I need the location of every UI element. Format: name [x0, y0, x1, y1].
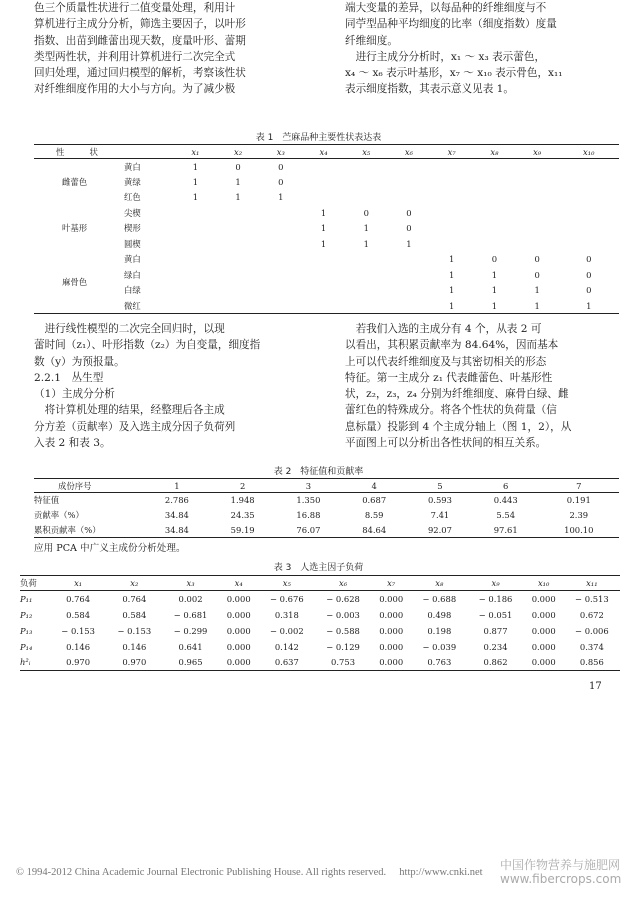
table-cell [217, 252, 260, 268]
table-cell [388, 283, 431, 299]
table-cell: 1 [558, 298, 619, 314]
table-cell: 1 [516, 298, 559, 314]
table-cell: 2 [210, 479, 276, 493]
paragraph-line: x₄ ～ x₆ 表示叶基形，x₇ ～ x₁₀ 表示骨色，x₁₁ [345, 67, 563, 80]
table-cell: 1 [192, 192, 199, 203]
table-cell: 0.374 [579, 641, 604, 652]
table-cell [259, 283, 302, 299]
table-cell [302, 252, 345, 268]
table-cell: 1 [320, 223, 327, 234]
table-row [34, 159, 619, 175]
table-cell: x₁₀ [558, 145, 619, 159]
table-cell: P₁₄ [20, 641, 33, 652]
table-cell: 0 [259, 159, 302, 175]
table-cell: x₄ [302, 145, 345, 159]
table-cell: 0.198 [427, 625, 452, 636]
table-cell: 1 [449, 254, 455, 265]
table-cell: x₉ [516, 145, 559, 159]
table-cell: 7.41 [430, 510, 450, 520]
paragraph-line: 将计算机处理的结果，经整理后各主成 [34, 404, 225, 417]
paragraph-line: 纤维细度。 [345, 34, 398, 47]
table-cell: 0 [534, 254, 540, 265]
table-cell [388, 174, 431, 190]
table-cell: 0.443 [473, 493, 539, 508]
table-cell [345, 174, 388, 190]
table-cell: 1 [363, 238, 369, 249]
table3 [20, 575, 620, 671]
table-cell [516, 174, 559, 190]
table-cell: 0.000 [371, 591, 411, 607]
table-cell: 微红 [104, 298, 174, 314]
table-row [20, 655, 620, 671]
table-cell: x₂ [217, 145, 260, 159]
paragraph-line: 状，z₂，z₃，z₄ 分别为纤维细度、麻骨白绿、雌 [345, 388, 569, 401]
table-cell: 84.64 [341, 523, 407, 538]
table-cell: 叶基形 [62, 223, 88, 234]
table-row [34, 493, 619, 508]
table-cell [217, 267, 260, 283]
table-cell: 92.07 [407, 523, 473, 538]
table-cell [430, 190, 473, 206]
table-row [34, 508, 619, 523]
table-cell [174, 221, 217, 237]
paragraph-line: 特征。第一主成分 z₁ 代表雌蕾色、叶基形性 [345, 371, 553, 384]
table-cell: 0.000 [219, 655, 259, 671]
table-cell: 1 [320, 238, 327, 249]
table-cell: x₇ [430, 145, 473, 159]
table-cell: 97.61 [473, 523, 539, 538]
watermark-line: 中国作物营养与施肥网 [500, 858, 621, 872]
table-cell: 1.948 [210, 493, 276, 508]
table-cell: − 0.588 [326, 625, 360, 636]
table-row [34, 221, 619, 237]
table-cell: 8.59 [364, 510, 384, 520]
table-cell [259, 298, 302, 314]
table-cell: 0.000 [226, 625, 251, 636]
table-cell: 0.763 [411, 655, 467, 671]
table-cell [558, 159, 619, 175]
table-cell: 1 [430, 298, 473, 314]
table-cell: 0.593 [407, 493, 473, 508]
table-cell: − 0.186 [467, 591, 523, 607]
table-cell [345, 159, 388, 175]
table-cell: 0.000 [226, 641, 251, 652]
top-left-column [34, 0, 264, 98]
table-cell: 0.000 [219, 591, 259, 607]
table-cell: 0.970 [106, 655, 162, 671]
table-cell: − 0.002 [270, 625, 304, 636]
table-cell: 59.19 [210, 523, 276, 538]
table-cell: 6 [473, 479, 539, 493]
paragraph-line: 算机进行主成分分析，筛选主要因子，以叶形 [34, 18, 246, 31]
paragraph-line: 若我们入选的主成分有 4 个，从表 2 可 [345, 323, 542, 335]
table-cell: x₈ [473, 145, 516, 159]
table-row [20, 623, 620, 639]
table-cell: 0.318 [274, 609, 299, 620]
table-cell: 0 [217, 159, 260, 175]
table-cell: 0.000 [379, 641, 404, 652]
table-cell [516, 159, 559, 175]
table-cell: − 0.153 [117, 625, 152, 636]
table-cell [345, 267, 388, 283]
paragraph-line: 上可以代表纤维细度及与其密切相关的形态 [345, 355, 547, 368]
table-cell: 麻骨色 [34, 252, 104, 314]
table-cell [174, 267, 217, 283]
table-cell [259, 205, 302, 221]
paragraph-line: 色三个质量性状进行二值变量处理，利用计 [34, 2, 236, 14]
table-cell [345, 298, 388, 314]
table-cell: 0.191 [539, 493, 619, 508]
table-cell: P₁₁ [20, 591, 50, 607]
table-cell [217, 205, 260, 221]
table-row [34, 523, 619, 538]
table-cell [516, 236, 559, 252]
table-cell: P₁₂ [20, 609, 33, 620]
table2-caption: 表 2 特征值和贡献率 [273, 467, 364, 477]
table-cell: 特征值 [34, 493, 144, 508]
table-cell [430, 174, 473, 190]
table-cell [388, 252, 431, 268]
table-cell [516, 221, 559, 237]
table-cell: 0.764 [50, 591, 106, 607]
table-cell: x₂ [106, 576, 162, 591]
table-cell: 34.84 [164, 510, 189, 520]
table-cell: 0.641 [178, 641, 203, 652]
table-cell: 0.672 [579, 609, 604, 620]
table-cell: x₃ [162, 576, 218, 591]
table-cell [217, 221, 260, 237]
table-cell: 5 [407, 479, 473, 493]
table-cell: 0.687 [341, 493, 407, 508]
paragraph-line: 以看出，其积累贡献率为 84.64%，因而基本 [345, 339, 559, 352]
table-cell: 0.965 [162, 655, 218, 671]
table-cell: 0.000 [531, 609, 556, 620]
table-header-row [34, 145, 619, 159]
table-cell [174, 283, 217, 299]
table-cell: 0 [363, 207, 369, 218]
table-cell: 1 [144, 479, 210, 493]
table-cell: 1.350 [276, 493, 342, 508]
table-cell: 0.584 [122, 609, 147, 620]
table-cell [302, 190, 345, 206]
paragraph-line: 平面图上可以分析出各性状间的相互关系。 [345, 437, 547, 450]
table-cell: x₉ [467, 576, 523, 591]
table-cell: 0.000 [531, 641, 556, 652]
table-cell [174, 205, 217, 221]
table-cell [430, 236, 473, 252]
table-cell: 0.764 [106, 591, 162, 607]
table-cell: 性 状 [34, 145, 174, 159]
table-cell: x₆ [315, 576, 371, 591]
table-cell: 0.000 [524, 591, 564, 607]
table-cell [302, 283, 345, 299]
table-row [34, 298, 619, 314]
table-cell: 1 [491, 285, 498, 296]
table-cell [259, 252, 302, 268]
table-cell: 负荷 [20, 576, 50, 591]
paragraph-line: 进行线性模型的二次完全回归时，以现 [34, 323, 225, 335]
table-cell [430, 205, 473, 221]
table-cell: 1 [406, 238, 412, 249]
table-cell: 0 [278, 176, 284, 187]
table-cell: 0.000 [379, 609, 404, 620]
paragraph-line: 入表 2 和表 3。 [34, 437, 111, 450]
table-cell [259, 236, 302, 252]
table-row [34, 283, 619, 299]
table-cell: 1 [534, 285, 540, 296]
table-cell [430, 159, 473, 175]
table-cell [558, 221, 619, 237]
table1-caption: 表 1 苎麻品种主要性状表达表 [255, 133, 382, 143]
table-cell [217, 283, 260, 299]
table-cell [217, 236, 260, 252]
table-cell [217, 298, 260, 314]
table-cell: 黄白 [124, 254, 141, 265]
table-cell: 0 [586, 269, 592, 280]
table-cell: − 0.681 [173, 609, 208, 620]
table-cell: 0.862 [467, 655, 523, 671]
table-cell: 2.39 [569, 510, 589, 520]
table-cell: 圆楔 [124, 238, 141, 249]
paragraph-line: 端大变量的差异，以每品种的纤维细度与不 [345, 2, 547, 14]
table-cell: x₄ [219, 576, 259, 591]
table-header-row [20, 576, 620, 591]
table-cell: 1 [320, 207, 327, 218]
table-cell [473, 221, 516, 237]
table-cell: 0 [586, 285, 592, 296]
table-cell: 0.877 [483, 625, 508, 636]
table-cell: 白绿 [124, 285, 141, 296]
table-cell: 1 [491, 269, 498, 280]
paragraph-line: 进行主成分分析时，x₁ ～ x₃ 表示蕾色， [345, 50, 546, 63]
table-cell: − 0.513 [564, 591, 620, 607]
table-cell: 0.142 [274, 641, 299, 652]
table-cell [558, 205, 619, 221]
table-cell [473, 190, 516, 206]
table-cell: x₁₁ [564, 576, 620, 591]
table-cell: − 0.003 [326, 609, 360, 620]
top-right-column [345, 0, 585, 98]
table-cell: 1 [449, 269, 455, 280]
table-cell: 0.000 [371, 655, 411, 671]
table-cell [259, 221, 302, 237]
table-cell: 2.786 [144, 493, 210, 508]
table-cell [430, 221, 473, 237]
paragraph-line: 蕾红色的特殊成分。将各个性状的负荷量（信 [345, 404, 557, 417]
paragraph-line: 类型两性状，并利用计算机进行二次完全式 [34, 50, 236, 63]
table-cell: 红色 [124, 192, 141, 203]
table-cell: 黄绿 [124, 176, 141, 187]
table-cell [259, 267, 302, 283]
table-cell: 0.146 [66, 641, 91, 652]
table-cell: x₅ [259, 576, 315, 591]
table-cell: − 0.051 [478, 609, 513, 620]
table-cell [345, 283, 388, 299]
paragraph-line: 分方差（贡献率）及入选主成分因子负荷列 [34, 420, 236, 433]
paragraph-line: 同苧型品种平均细度的比率（细度指数）度量 [345, 18, 557, 31]
table-cell: 0.000 [531, 625, 556, 636]
watermark [500, 858, 621, 886]
table-cell: x₁ [174, 145, 217, 159]
paragraph-line: 表示细度指数，其表示意义见表 1。 [345, 83, 515, 96]
table-cell: 0.000 [379, 625, 404, 636]
table-cell: 0.637 [259, 655, 315, 671]
table-cell [345, 252, 388, 268]
table-cell [473, 174, 516, 190]
table-cell: 1 [174, 159, 217, 175]
table-cell: 1 [235, 176, 241, 187]
table-cell [473, 159, 516, 175]
table-cell [558, 236, 619, 252]
page-number: 17 [589, 681, 602, 692]
table-cell: 24.35 [230, 510, 255, 520]
table-row [34, 236, 619, 252]
table-cell: 0.002 [162, 591, 218, 607]
table-row [34, 252, 619, 268]
table-cell [302, 267, 345, 283]
table-cell: 1 [235, 192, 241, 203]
table-cell: − 0.628 [315, 591, 371, 607]
table-cell: 0.753 [315, 655, 371, 671]
table-cell [473, 236, 516, 252]
table-cell: 0.146 [122, 641, 147, 652]
table-cell: 34.84 [144, 523, 210, 538]
table-cell: 0.000 [524, 655, 564, 671]
table-cell [388, 298, 431, 314]
table-cell [388, 190, 431, 206]
paragraph-line: 蕾时间（z₁）、叶形指数（z₂）为自变量，细度指 [34, 339, 261, 352]
table-cell: 0.234 [483, 641, 508, 652]
table-cell: 楔形 [124, 223, 141, 234]
table-row [20, 607, 620, 623]
table-cell: 0.584 [66, 609, 91, 620]
table-cell [473, 205, 516, 221]
table-cell: − 0.006 [575, 625, 609, 636]
table-cell: 1 [278, 192, 284, 203]
table-cell [388, 267, 431, 283]
table-cell: 累积贡献率（%） [34, 523, 144, 538]
table-cell: 1 [363, 223, 369, 234]
table-cell: 绿白 [124, 269, 141, 280]
table-cell: x₇ [371, 576, 411, 591]
copyright-footer: © 1994-2012 China Academic Journal Electronic Publishing House. All rights reserved. http://www.cnki.net [16, 867, 483, 878]
table-cell: − 0.153 [61, 625, 95, 636]
table-cell: 3 [276, 479, 342, 493]
table2-note: 应用 PCA 中广义主成份分析处理。 [34, 543, 186, 554]
table-cell [302, 298, 345, 314]
table-cell [516, 190, 559, 206]
table-cell [516, 205, 559, 221]
table-row [34, 174, 619, 190]
table-cell: 100.10 [539, 523, 619, 538]
table-cell: h²ᵢ [20, 655, 50, 671]
table-cell: x₁₀ [524, 576, 564, 591]
table2 [34, 478, 619, 538]
table1 [34, 144, 619, 314]
table-cell [388, 159, 431, 175]
paragraph-line: 对纤维细度作用的大小与方向。为了减少极 [34, 83, 236, 96]
table-cell: 5.54 [496, 510, 516, 520]
table-cell: 1 [449, 285, 455, 296]
table-header-row [34, 479, 619, 493]
table-cell [345, 190, 388, 206]
table-cell: x₆ [388, 145, 431, 159]
table-cell: 16.88 [296, 510, 321, 520]
table-cell: x₅ [345, 145, 388, 159]
table-cell: 0.856 [564, 655, 620, 671]
table-cell [174, 298, 217, 314]
table-cell [558, 174, 619, 190]
table-cell: 7 [539, 479, 619, 493]
table-cell: 贡献率（%） [34, 510, 84, 520]
watermark-line: www.fibercrops.com [500, 872, 622, 886]
table-cell: 1 [473, 298, 516, 314]
table-cell: 1 [192, 176, 199, 187]
table-cell [302, 174, 345, 190]
table-cell: 0 [406, 223, 412, 234]
section-heading: 2.2.1 丛生型 [34, 371, 104, 384]
table-row [20, 639, 620, 655]
table-cell: x₈ [411, 576, 467, 591]
table-cell: 黄白 [104, 159, 174, 175]
paragraph-line: 数（y）为预报量。 [34, 355, 125, 368]
table-row [34, 267, 619, 283]
table-cell: x₁ [50, 576, 106, 591]
table-cell [174, 236, 217, 252]
table-cell: 雌蕾色 [34, 159, 104, 206]
table-cell: 4 [341, 479, 407, 493]
table3-caption: 表 3 人选主因子负荷 [273, 563, 364, 573]
table-cell: P₁₃ [20, 625, 33, 636]
table-cell: − 0.039 [422, 641, 457, 652]
table-cell: 76.07 [276, 523, 342, 538]
table-cell [558, 190, 619, 206]
table-cell: 尖楔 [124, 207, 141, 218]
table-row [20, 591, 620, 607]
table-cell: 成份序号 [34, 479, 144, 493]
mid-left-column [34, 321, 278, 451]
table-cell: 0.970 [50, 655, 106, 671]
paragraph-line: 指数、出苗到雌蕾出现天数，度量叶形、蕾期 [34, 34, 246, 47]
table-cell: 0 [534, 269, 540, 280]
table-row [34, 205, 619, 221]
subsection-heading: （1）主成分分析 [34, 388, 115, 401]
table-cell: 0.498 [427, 609, 452, 620]
table-cell: 0 [586, 254, 592, 265]
mid-right-column [345, 321, 585, 451]
table-cell: − 0.129 [326, 641, 360, 652]
table-cell: − 0.688 [411, 591, 467, 607]
table-row [34, 190, 619, 206]
paragraph-line: 息标量）投影到 4 个主成分轴上（图 1，2），从 [345, 420, 572, 433]
table-cell: 0 [406, 207, 412, 218]
paragraph-line: 回归处理，通过回归模型的解析，考察该性状 [34, 67, 246, 80]
table-cell: x₃ [259, 145, 302, 159]
table-cell: 0.000 [226, 609, 251, 620]
table-cell [302, 159, 345, 175]
table-cell: − 0.676 [259, 591, 315, 607]
table-cell: − 0.299 [173, 625, 208, 636]
table-cell: 0 [491, 254, 498, 265]
table-cell [174, 252, 217, 268]
